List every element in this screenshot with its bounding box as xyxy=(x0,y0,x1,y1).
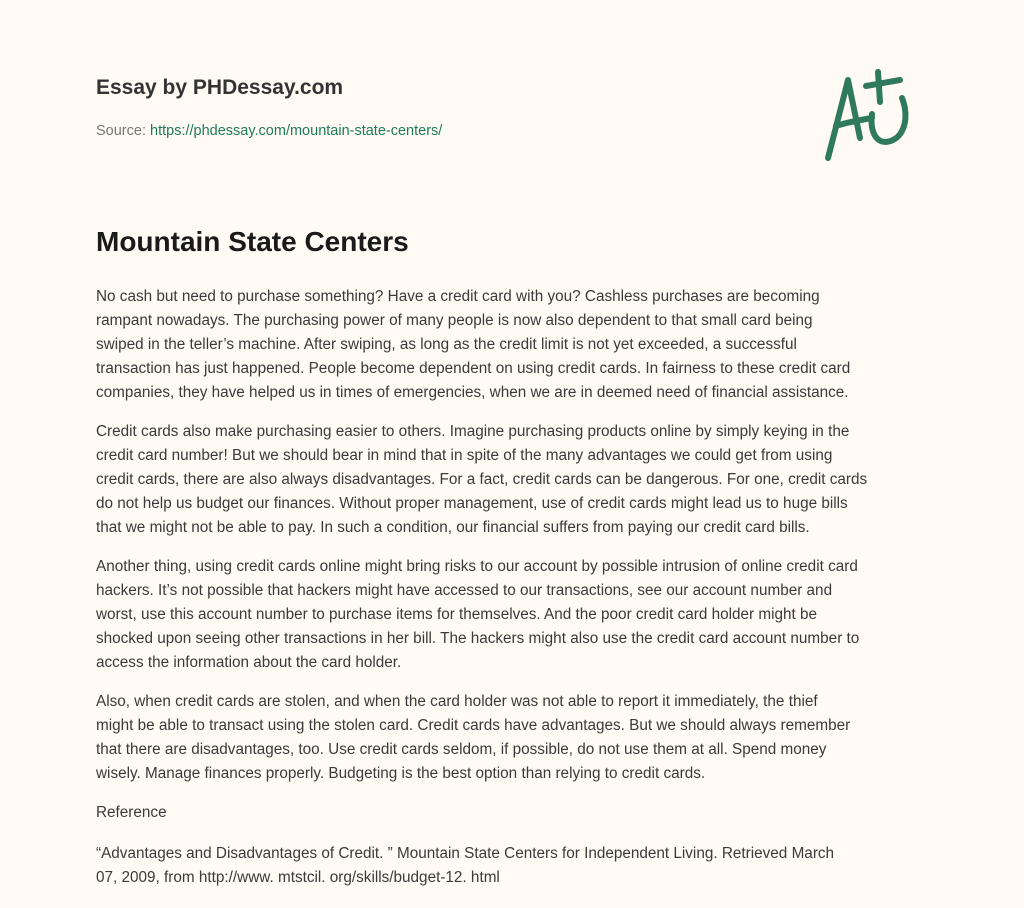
essay-title: Mountain State Centers xyxy=(96,226,409,257)
source-link[interactable]: https://phdessay.com/mountain-state-centers/ xyxy=(150,123,443,139)
paragraph-line: credit card number! But we should bear in mind that in spite of the many advantages we could get from using xyxy=(96,447,833,464)
paragraph xyxy=(96,690,936,786)
essay-body xyxy=(96,285,936,905)
paragraph-line: companies, they have helped us in times of emergencies, when we are in deemed need of financial assistance. xyxy=(96,384,849,401)
paragraph-line: Also, when credit cards are stolen, and when the card holder was not able to report it immediately, the thief xyxy=(96,693,818,710)
paragraph-line: might be able to transact using the stolen card. Credit cards have advantages. But we should always remember xyxy=(96,717,851,734)
reference-citation xyxy=(96,842,936,890)
paragraph-line: Another thing, using credit cards online might bring risks to our account by possible intrusion of online credit card xyxy=(96,558,858,575)
paragraph-line: do not help us budget our finances. Without proper management, use of credit cards might lead us to huge bills xyxy=(96,495,848,512)
paragraph xyxy=(96,555,936,675)
paragraph-line: credit cards, there are also always disadvantages. For a fact, credit cards can be dangerous. For one, credit cards xyxy=(96,471,868,488)
source-label: Source: xyxy=(96,123,146,139)
paragraph-line: No cash but need to purchase something? Have a credit card with you? Cashless purchases are becoming xyxy=(96,288,820,305)
source-line xyxy=(96,123,442,139)
citation-line: 07, 2009, from http://www. mtstcil. org/skills/budget-12. html xyxy=(96,869,500,886)
paragraph-line: swiped in the teller’s machine. After swiping, as long as the credit limit is not yet exceeded, a successful xyxy=(96,336,797,353)
reference-heading: Reference xyxy=(96,804,167,821)
citation-line: “Advantages and Disadvantages of Credit. ” Mountain State Centers for Independent Living. Retrieved March xyxy=(96,845,835,862)
paragraph-line: that we might not be able to pay. In such a condition, our financial suffers from paying our credit card bills. xyxy=(96,519,810,536)
site-title: Essay by PHDessay.com xyxy=(96,76,344,99)
paragraph-line: access the information about the card holder. xyxy=(96,654,402,671)
paragraph-line: transaction has just happened. People become dependent on using credit cards. In fairness to these credit card xyxy=(96,360,851,377)
paragraph-line: Credit cards also make purchasing easier to others. Imagine purchasing products online by simply keying in the xyxy=(96,423,850,440)
paragraph-line: wisely. Manage finances properly. Budgeting is the best option than relying to credit cards. xyxy=(96,765,706,782)
paragraph-line: hackers. It’s not possible that hackers might have accessed to our transactions, see our account number and xyxy=(96,582,833,599)
paragraph xyxy=(96,420,936,540)
paragraph-line: rampant nowadays. The purchasing power of many people is now also dependent to that small card being xyxy=(96,312,813,329)
paragraph-line: that there are disadvantages, too. Use credit cards seldom, if possible, do not use them at all. Spend money xyxy=(96,741,827,758)
paragraph xyxy=(96,285,936,405)
paragraph-line: worst, use this account number to purchase items for themselves. And the poor credit card holder might be xyxy=(96,606,818,623)
a-plus-logo xyxy=(820,68,930,168)
paragraph-line: shocked upon seeing other transactions in her bill. The hackers might also use the credit card account number to xyxy=(96,630,860,647)
